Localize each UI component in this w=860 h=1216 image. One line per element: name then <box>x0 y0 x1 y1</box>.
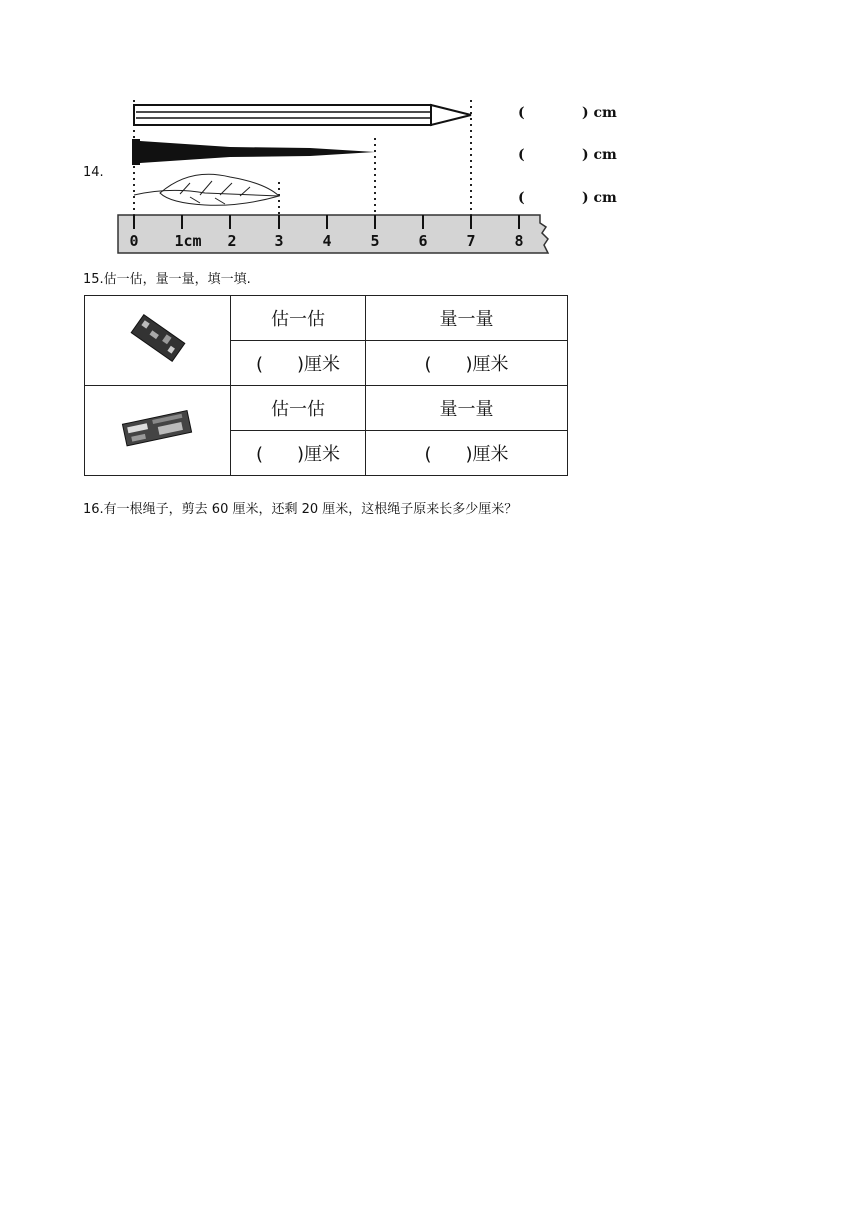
ruler-measurement-figure <box>110 95 580 260</box>
unit-label: 厘米 <box>472 444 509 465</box>
question-16-text: 16.有一根绳子，剪去 60 厘米，还剩 20 厘米，这根绳子原来长多少厘米？ <box>83 502 518 517</box>
open-paren: ( <box>255 354 263 375</box>
measure-answer-cell[interactable] <box>366 431 568 476</box>
eraser-image-cell <box>85 296 231 386</box>
ruler-tick-label: 8 <box>514 232 524 250</box>
estimate-answer-cell[interactable] <box>231 431 366 476</box>
open-paren: ( <box>518 190 525 206</box>
sharpener-image <box>118 403 198 453</box>
close-paren: ) <box>465 444 473 465</box>
unit-label: 厘米 <box>304 354 341 375</box>
ruler-tick-label: 5 <box>370 232 380 250</box>
ruler-tick-label: 4 <box>322 232 332 250</box>
unit-label: cm <box>593 147 617 163</box>
measure-header: 量一量 <box>366 386 568 431</box>
estimate-header: 估一估 <box>231 386 366 431</box>
estimate-header: 估一估 <box>231 296 366 341</box>
answer-leaf-length[interactable] <box>518 190 617 206</box>
ruler-tick-label: 2 <box>227 232 237 250</box>
open-paren: ( <box>255 444 263 465</box>
estimate-measure-table <box>84 295 568 476</box>
close-paren: ) <box>297 444 305 465</box>
sharpener-image-cell <box>85 386 231 476</box>
unit-label: cm <box>593 190 617 206</box>
close-paren: ) <box>582 105 589 121</box>
question-15-prompt: 15.估一估，量一量，填一填. <box>83 272 251 287</box>
ruler-tick-label: 3 <box>274 232 284 250</box>
measure-answer-cell[interactable] <box>366 341 568 386</box>
answer-pencil-length[interactable] <box>518 105 617 121</box>
close-paren: ) <box>582 190 589 206</box>
ruler <box>118 215 548 253</box>
open-paren: ( <box>518 105 525 121</box>
close-paren: ) <box>297 354 305 375</box>
eraser-image <box>123 303 193 373</box>
ruler-tick-label: 1cm <box>174 232 202 250</box>
open-paren: ( <box>424 354 432 375</box>
question-14-number: 14. <box>83 165 104 180</box>
unit-label: 厘米 <box>472 354 509 375</box>
close-paren: ) <box>582 147 589 163</box>
ruler-tick-label: 6 <box>418 232 428 250</box>
ruler-tick-label: 7 <box>466 232 476 250</box>
answer-nail-length[interactable] <box>518 147 617 163</box>
pencil-image <box>134 105 471 125</box>
nail-image <box>132 139 375 165</box>
open-paren: ( <box>518 147 525 163</box>
unit-label: 厘米 <box>304 444 341 465</box>
estimate-answer-cell[interactable] <box>231 341 366 386</box>
open-paren: ( <box>424 444 432 465</box>
close-paren: ) <box>465 354 473 375</box>
measure-header: 量一量 <box>366 296 568 341</box>
ruler-tick-label: 0 <box>129 232 139 250</box>
unit-label: cm <box>593 105 617 121</box>
leaf-image <box>134 174 279 205</box>
